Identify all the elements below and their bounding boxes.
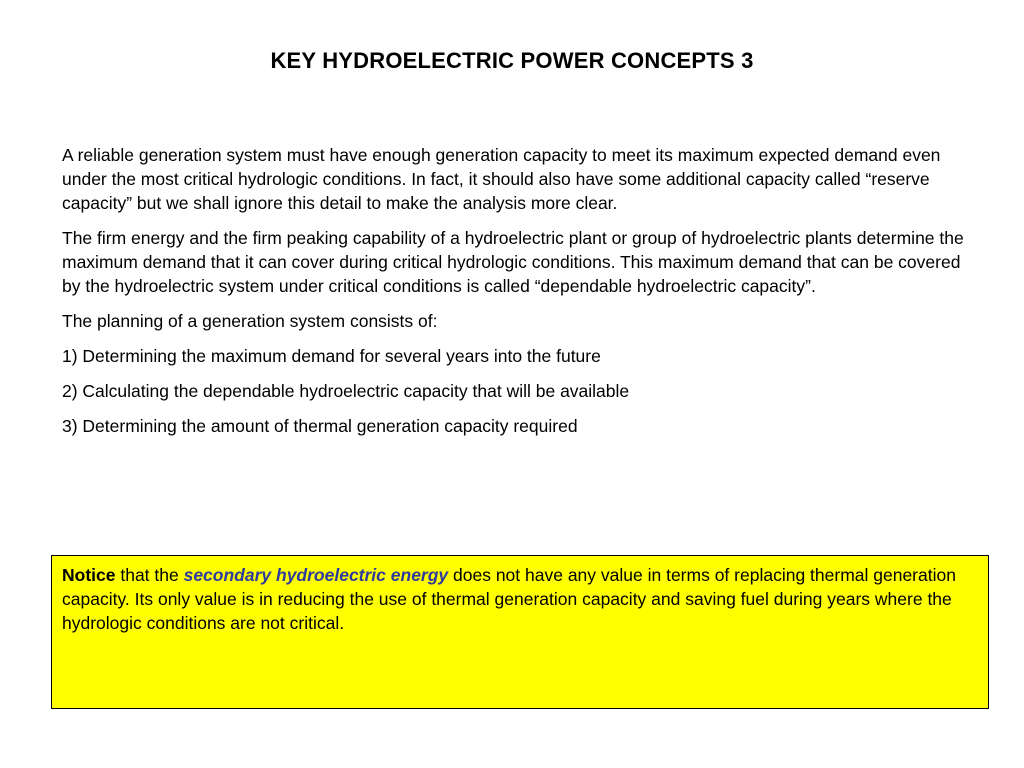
planning-step-2: 2) Calculating the dependable hydroelectric capacity that will be available — [62, 381, 630, 401]
notice-text-after: does not have any value in terms of replacing thermal generation capacity. Its only value is in reducing the use of thermal generation capacity and saving fuel during years where the hydrologic conditions are not critical. — [62, 565, 956, 633]
notice-text-before: that the — [115, 565, 184, 585]
notice-label: Notice — [62, 565, 116, 585]
paragraph-planning-intro: The planning of a generation system consists of: — [62, 311, 438, 331]
body-text — [62, 143, 972, 449]
notice-box — [51, 555, 989, 709]
slide-title: KEY HYDROELECTRIC POWER CONCEPTS 3 — [270, 48, 754, 73]
paragraph-firm-energy: The firm energy and the firm peaking capability of a hydroelectric plant or group of hydroelectric plants determine the maximum demand that it can cover during critical hydrologic conditions. This maximum demand that can be covered by the hydroelectric system under critical conditions is called “dependable hydroelectric capacity”. — [62, 228, 964, 296]
planning-step-1: 1) Determining the maximum demand for several years into the future — [62, 346, 601, 366]
paragraph-reliable-generation: A reliable generation system must have enough generation capacity to meet its maximum expected demand even under the most critical hydrologic conditions. In fact, it should also have some additional capacity called “reserve capacity” but we shall ignore this detail to make the analysis more clear. — [62, 145, 941, 213]
planning-step-3: 3) Determining the amount of thermal generation capacity required — [62, 416, 578, 436]
notice-emphasis: secondary hydroelectric energy — [183, 565, 449, 585]
